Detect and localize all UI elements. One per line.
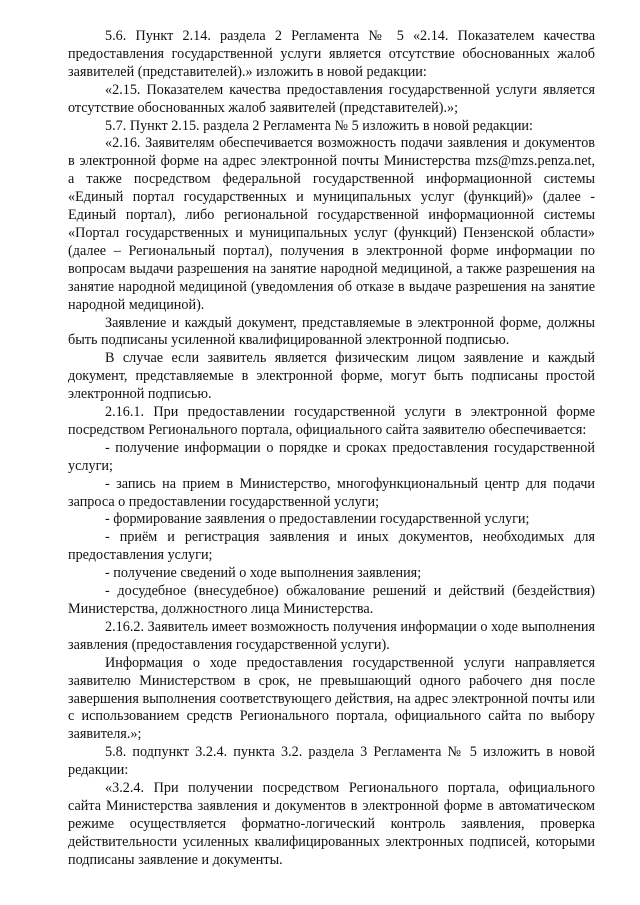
paragraph-2-16: «2.16. Заявителям обеспечивается возможность подачи заявления и документов в электронной форме на адрес электронной почты Министерства mzs@mzs.penza.net, а также посредством федеральной государственной информационной системы «Единый портал государственных и муниципальных услуг (функций)» (далее - Единый портал), либо региональной государственной информационной системы «Портал государственных и муниципальных услуг (функций) Пензенской области» (далее – Региональный портал), получения в электронной форме информации по вопросам выдачи разрешения на занятие народной медициной, а также разрешения на занятие народной медициной (уведомления об отказе в выдаче разрешения на занятие народной медициной). [68, 135, 595, 313]
list-item-registration: - приём и регистрация заявления и иных документов, необходимых для предоставления услуги; [68, 529, 595, 564]
list-item-appeal: - досудебное (внесудебное) обжалование решений и действий (бездействия) Министерства, должностного лица Министерства. [68, 583, 595, 617]
paragraph-2-16-1: 2.16.1. При предоставлении государственной услуги в электронной форме посредством Регионального портала, официального сайта заявителю обеспечивается: [68, 404, 595, 438]
paragraph-2-16-2: 2.16.2. Заявитель имеет возможность получения информации о ходе выполнения заявления (предоставления государственной услуги). [68, 618, 595, 653]
paragraph-5-7: 5.7. Пункт 2.15. раздела 2 Регламента № 5 изложить в новой редакции: [105, 117, 533, 134]
paragraph-5-6: 5.6. Пункт 2.14. раздела 2 Регламента № 5 «2.14. Показателем качества предоставления государственной услуги является отсутствие обоснованных жалоб заявителей (представителей).» изложить в новой редакции: [68, 28, 595, 80]
paragraph-3-2-4: «3.2.4. При получении посредством Регионального портала, официального сайта Министерства заявления и документов в электронной форме в автоматическом режиме осуществляется форматно-логический контроль заявления, проверка действительности усиленных квалифицированных электронных подписей, которыми подписаны заявление и документы. [68, 780, 595, 868]
list-item-appointment: - запись на прием в Министерство, многофункциональный центр для подачи запроса о предоставлении государственной услуги; [68, 475, 595, 510]
paragraph-status-info: Информация о ходе предоставления государственной услуги направляется заявителю Министерством в срок, не превышающий одного рабочего дня после завершения выполнения соответствующего действия, на адрес электронной почты или с использованием средств Регионального портала, официального сайта по выбору заявителя.»; [68, 654, 595, 743]
document-page [68, 28, 595, 870]
paragraph-5-8: 5.8. подпункт 3.2.4. пункта 3.2. раздела 3 Регламента № 5 изложить в новой редакции: [68, 744, 595, 779]
paragraph-signature-requirement: Заявление и каждый документ, представляемые в электронной форме, должны быть подписаны усиленной квалифицированной электронной подписью. [68, 314, 595, 349]
paragraph-simple-signature: В случае если заявитель является физическим лицом заявление и каждый документ, представляемые в электронной форме, могут быть подписаны простой электронной подписью. [68, 350, 595, 403]
list-item-application-forming: - формирование заявления о предоставлении государственной услуги; [105, 511, 530, 528]
list-item-information: - получение информации о порядке и сроках предоставления государственной услуги; [68, 439, 595, 474]
list-item-status: - получение сведений о ходе выполнения заявления; [105, 565, 422, 582]
paragraph-2-15-quote: «2.15. Показателем качества предоставления государственной услуги является отсутствие обоснованных жалоб заявителей (представителей).»; [68, 81, 595, 116]
